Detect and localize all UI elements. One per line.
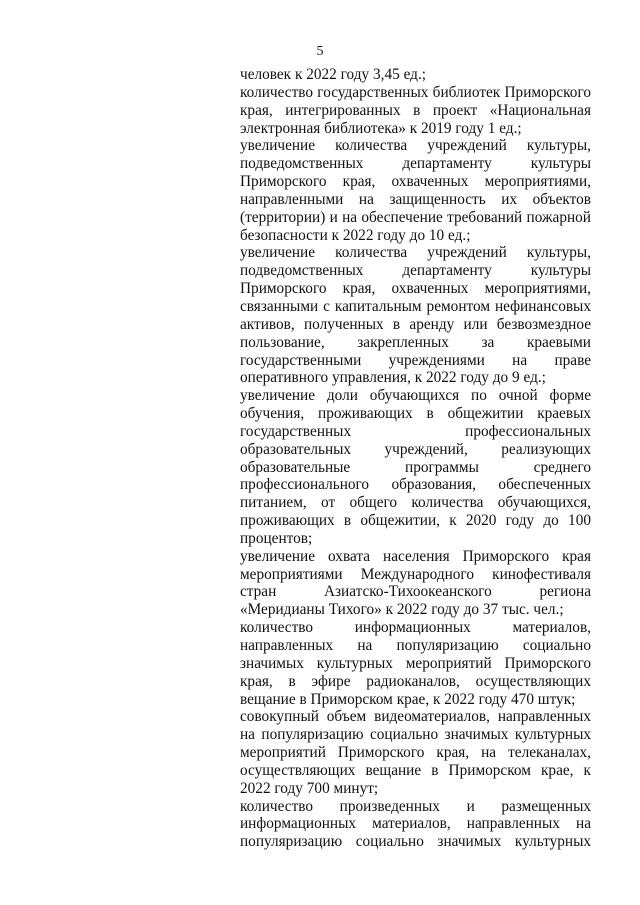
- text-line: государственными учреждениями на праве: [240, 351, 591, 369]
- text-line: образовательных учреждений, реализующих: [240, 440, 591, 458]
- text-line: безопасности к 2022 году до 10 ед.;: [240, 226, 471, 244]
- text-line: связанными с капитальным ремонтом нефинансовых: [240, 297, 591, 315]
- text-line: Приморского края, охваченных мероприятиями,: [240, 173, 591, 191]
- text-line: популяризацию социально значимых культурных: [240, 833, 591, 851]
- text-line: электронная библиотека» к 2019 году 1 ед.;: [240, 119, 522, 137]
- text-line: (территории) и на обеспечение требований пожарной: [240, 208, 591, 226]
- text-line: подведомственных департаменту культуры: [240, 155, 591, 173]
- text-line: обучения, проживающих в общежитии краевых: [240, 405, 591, 423]
- text-line: значимых культурных мероприятий Приморского: [240, 654, 591, 672]
- text-line: количество государственных библиотек Приморского: [240, 83, 591, 101]
- text-line: края, интегрированных в проект «Национальная: [240, 101, 591, 119]
- text-line: проживающих в общежитии, к 2020 году до 100: [240, 512, 591, 530]
- text-line: увеличение количества учреждений культуры,: [240, 137, 591, 155]
- text-line: на популяризацию социально значимых культурных: [240, 726, 591, 744]
- text-line: «Меридианы Тихого» к 2022 году до 37 тыс. чел.;: [240, 601, 564, 619]
- text-line: подведомственных департаменту культуры: [240, 262, 591, 280]
- text-line: количество информационных материалов,: [240, 619, 591, 637]
- text-line: профессионального образования, обеспеченных: [240, 476, 591, 494]
- text-line: процентов;: [240, 529, 313, 547]
- text-line: края, в эфире радиоканалов, осуществляющих: [240, 672, 591, 690]
- text-line: питанием, от общего количества обучающихся,: [240, 494, 591, 512]
- text-line: активов, полученных в аренду или безвозмездное: [240, 315, 591, 333]
- text-line: образовательные программы среднего: [240, 458, 591, 476]
- text-line: мероприятиями Международного кинофестиваля: [240, 565, 591, 583]
- text-line: оперативного управления, к 2022 году до 9 ед.;: [240, 369, 546, 387]
- text-line: мероприятий Приморского края, на телеканалах,: [240, 744, 591, 762]
- document-body: [240, 66, 591, 851]
- text-line: количество произведенных и размещенных: [240, 797, 591, 815]
- text-line: совокупный объем видеоматериалов, направленных: [240, 708, 591, 726]
- text-line: государственных профессиональных: [240, 422, 591, 440]
- text-line: 2022 году 700 минут;: [240, 779, 379, 797]
- text-line: увеличение охвата населения Приморского края: [240, 547, 591, 565]
- text-line: осуществляющих вещание в Приморском крае, к: [240, 761, 591, 779]
- text-line: направленными на защищенность их объектов: [240, 190, 591, 208]
- text-line: стран Азиатско-Тихоокеанского региона: [240, 583, 591, 601]
- text-line: направленных на популяризацию социально: [240, 637, 591, 654]
- text-line: Приморского края, охваченных мероприятиями,: [240, 280, 591, 298]
- text-line: информационных материалов, направленных на: [240, 815, 591, 833]
- text-line: человек к 2022 году 3,45 ед.;: [240, 66, 427, 83]
- text-line: пользование, закрепленных за краевыми: [240, 333, 591, 351]
- page-number: 5: [316, 44, 324, 59]
- text-line: увеличение количества учреждений культуры,: [240, 244, 591, 262]
- text-line: увеличение доли обучающихся по очной форме: [240, 387, 591, 405]
- text-line: вещание в Приморском крае, к 2022 году 470 штук;: [240, 690, 576, 708]
